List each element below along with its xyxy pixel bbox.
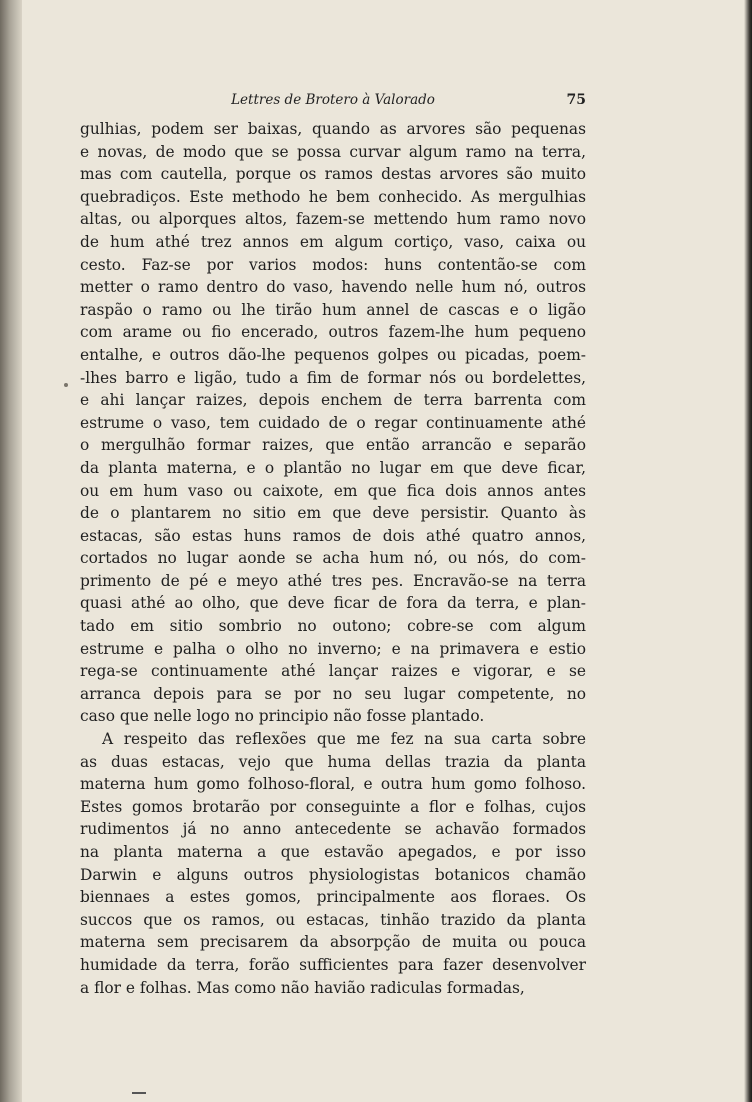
text-line: e novas, de modo que se possa curvar algum ramo na terra, [80,142,586,161]
margin-dot [64,383,68,387]
text-line: o mergulhão formar raizes, que então arrancão e separão [80,436,586,455]
text-line: quasi athé ao olho, que deve ficar de fora da terra, e plan- [80,594,586,613]
text-line: da planta materna, e o plantão no lugar em que deve ficar, [80,458,586,477]
text-line: metter o ramo dentro do vaso, havendo nelle hum nó, outros [80,278,586,297]
text-line: e ahi lançar raizes, depois enchem de terra barrenta com [80,391,586,410]
text-line: ou em hum vaso ou caixote, em que fica dois annos antes [80,481,586,500]
text-line: Darwin e alguns outros physiologistas botanicos chamão [80,865,586,884]
body-text [80,118,586,999]
page-number: 75 [566,92,586,108]
text-line: as duas estacas, vejo que huma dellas trazia da planta [80,752,586,771]
running-head: Lettres de Brotero à Valorado [231,92,435,108]
text-line: raspão o ramo ou lhe tirão hum annel de cascas e o ligão [80,300,586,319]
text-line: Estes gomos brotarão por conseguinte a flor e folhas, cujos [80,797,586,816]
text-line: mas com cautella, porque os ramos destas arvores são muito [80,165,586,184]
text-line: humidade da terra, forão sufficientes para fazer desenvolver [80,955,586,974]
text-line: -lhes barro e ligão, tudo a fim de formar nós ou bordelettes, [80,368,586,387]
text-line: na planta materna a que estavão apegados, e por isso [80,843,586,861]
text-line: A respeito das reflexões que me fez na sua carta sobre [102,730,586,749]
text-line: de hum athé trez annos em algum cortiço, vaso, caixa ou [80,232,586,251]
page-edge-shadow [744,0,752,1102]
text-line: gulhias, podem ser baixas, quando as arvores são pequenas [80,120,586,138]
text-line: altas, ou alporques altos, fazem-se mettendo hum ramo novo [80,210,586,229]
text-line: tado em sitio sombrio no outono; cobre-se com algum [80,617,586,636]
text-line: de o plantarem no sitio em que deve persistir. Quanto às [80,504,586,523]
book-spine-shadow [0,0,22,1102]
text-line: com arame ou fio encerado, outros fazem-lhe hum pequeno [80,323,586,342]
text-line: estrume o vaso, tem cuidado de o regar continuamente athé [80,413,586,432]
page-header [80,92,586,114]
text-line: caso que nelle logo no principio não fosse plantado. [80,707,485,726]
text-line: quebradiços. Este methodo he bem conhecido. As mergulhias [80,187,586,206]
text-line: cortados no lugar aonde se acha hum nó, ou nós, do com- [80,549,586,568]
text-line: primento de pé e meyo athé tres pes. Encravão-se na terra [80,571,586,590]
text-line: rudimentos já no anno antecedente se achavão formados [80,820,586,839]
text-line: materna sem precisarem da absorpção de muita ou pouca [80,933,586,952]
text-line: biennaes a estes gomos, principalmente aos floraes. Os [80,888,586,907]
text-line: estrume e palha o olho no inverno; e na primavera e estio [80,639,586,658]
bottom-ink-mark [132,1092,146,1094]
text-line: succos que os ramos, ou estacas, tinhão trazido da planta [80,910,586,929]
text-line: estacas, são estas huns ramos de dois athé quatro annos, [80,526,586,545]
text-line: cesto. Faz-se por varios modos: huns contentão-se com [80,255,586,274]
text-line: a flor e folhas. Mas como não havião radiculas formadas, [80,978,525,997]
text-line: entalhe, e outros dão-lhe pequenos golpes ou picadas, poem- [80,345,586,364]
text-line: arranca depois para se por no seu lugar competente, no [80,684,586,703]
text-line: rega-se continuamente athé lançar raizes e vigorar, e se [80,662,586,681]
text-line: materna hum gomo folhoso-floral, e outra hum gomo folhoso. [80,775,586,794]
